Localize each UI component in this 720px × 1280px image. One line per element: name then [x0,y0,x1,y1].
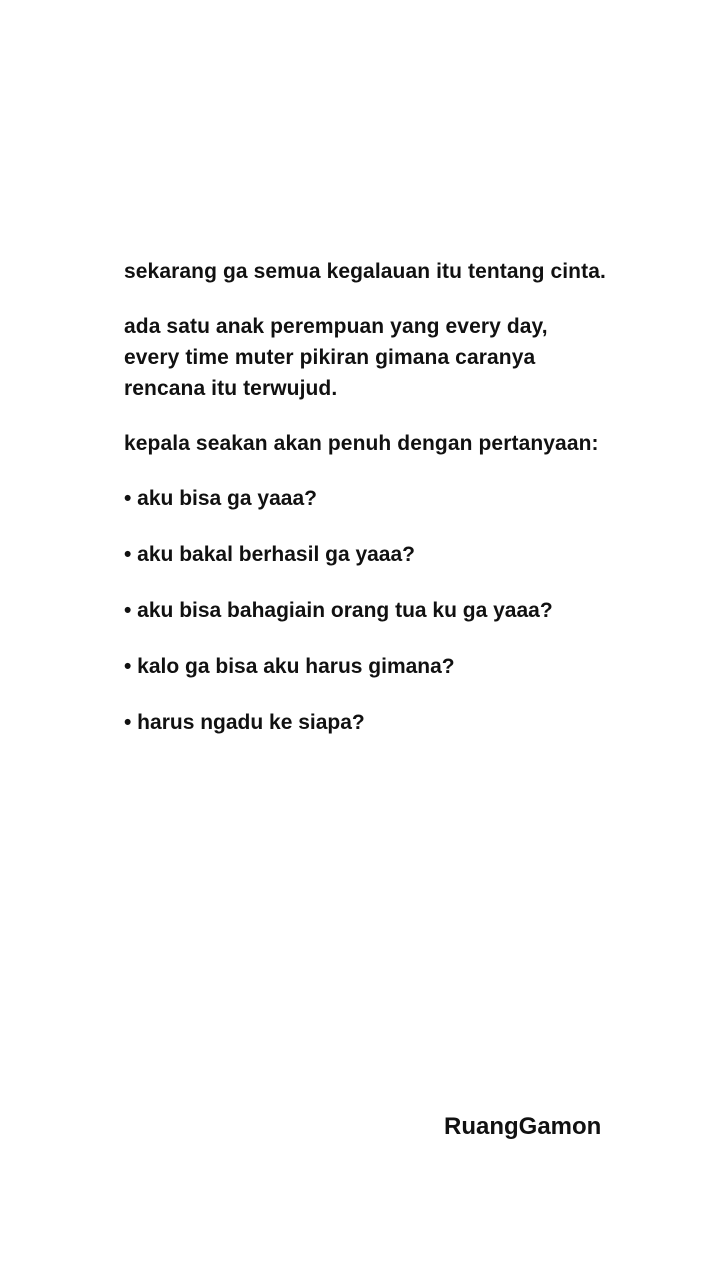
paragraph-gap [124,287,684,311]
author-signature: RuangGamon [444,1113,602,1140]
paragraph-line: ada satu anak perempuan yang every day, [124,315,548,338]
paragraph-gap [124,404,684,428]
question-bullet: • aku bakal berhasil ga yaaa? [124,543,415,566]
quote-text-block [124,256,684,738]
question-bullet: • aku bisa bahagiain orang tua ku ga yaaa? [124,599,553,622]
question-bullet: • aku bisa ga yaaa? [124,487,317,510]
question-bullet: • harus ngadu ke siapa? [124,711,365,734]
paragraph-line: every time muter pikiran gimana caranya [124,346,536,369]
question-bullet: • kalo ga bisa aku harus gimana? [124,655,455,678]
question-intro: kepala seakan akan penuh dengan pertanyaan: [124,432,599,455]
opening-line: sekarang ga semua kegalauan itu tentang cinta. [124,260,606,283]
paragraph-line: rencana itu terwujud. [124,377,338,400]
